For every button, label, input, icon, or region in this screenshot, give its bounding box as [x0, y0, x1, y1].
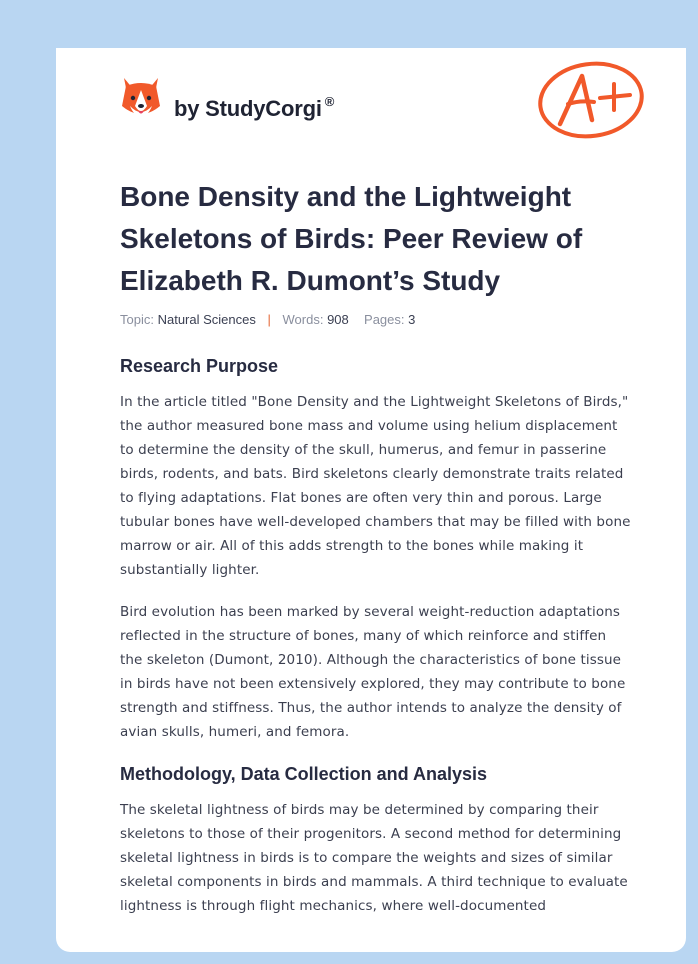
pages-count: 3	[408, 312, 416, 327]
pages-label: Pages:	[364, 312, 405, 327]
paragraph: In the article titled "Bone Density and the Lightweight Skeletons of Birds," the author measured bone mass and volume using helium displacement to determine the density of the skull, humerus, and femur in passerine birds, rodents, and bats. Bird skeletons clearly demonstrate traits related to flying adaptations. Flat bones are often very thin and porous. Large tubular bones have well-developed chambers that may be filled with bone marrow or air. All of this adds strength to the bones while making it substantially lighter.	[120, 394, 631, 578]
words-count: 908	[327, 312, 349, 327]
document-meta	[120, 312, 415, 327]
brand-name: by StudyCorgi ®	[174, 94, 335, 121]
page-header	[120, 76, 646, 156]
topic-link[interactable]: Natural Sciences	[157, 312, 256, 327]
paragraph: The skeletal lightness of birds may be determined by comparing their skeletons to those of their progenitors. A second method for determining skeletal lightness in birds is to compare the weights and sizes of similar skeletal components in birds and mammals. A third technique to evaluate lightness is through flight mechanics, where well-documented	[120, 802, 628, 914]
meta-separator: |	[267, 312, 271, 327]
section-heading-research-purpose: Research Purpose	[120, 356, 279, 376]
words-label: Words:	[282, 312, 324, 327]
paragraph: Bird evolution has been marked by several weight-reduction adaptations reflected in the structure of bones, many of which reinforce and stiffen the skeleton (Dumont, 2010). Although the characteristics of bone tissue in birds have not been extensively explored, they may contribute to bone strength and stiffness. Thus, the author intends to analyze the density of avian skulls, humeri, and femora.	[120, 604, 626, 740]
a-plus-grade-icon	[536, 58, 646, 140]
section-heading-methodology: Methodology, Data Collection and Analysis	[120, 764, 488, 784]
document-title: Bone Density and the Lightweight Skeletons of Birds: Peer Review of Elizabeth R. Dumont’s Study	[120, 181, 583, 296]
studycorgi-logo[interactable]	[120, 76, 335, 122]
corgi-logo-icon	[120, 76, 162, 122]
topic-label: Topic:	[120, 312, 154, 327]
document-page	[56, 48, 686, 952]
